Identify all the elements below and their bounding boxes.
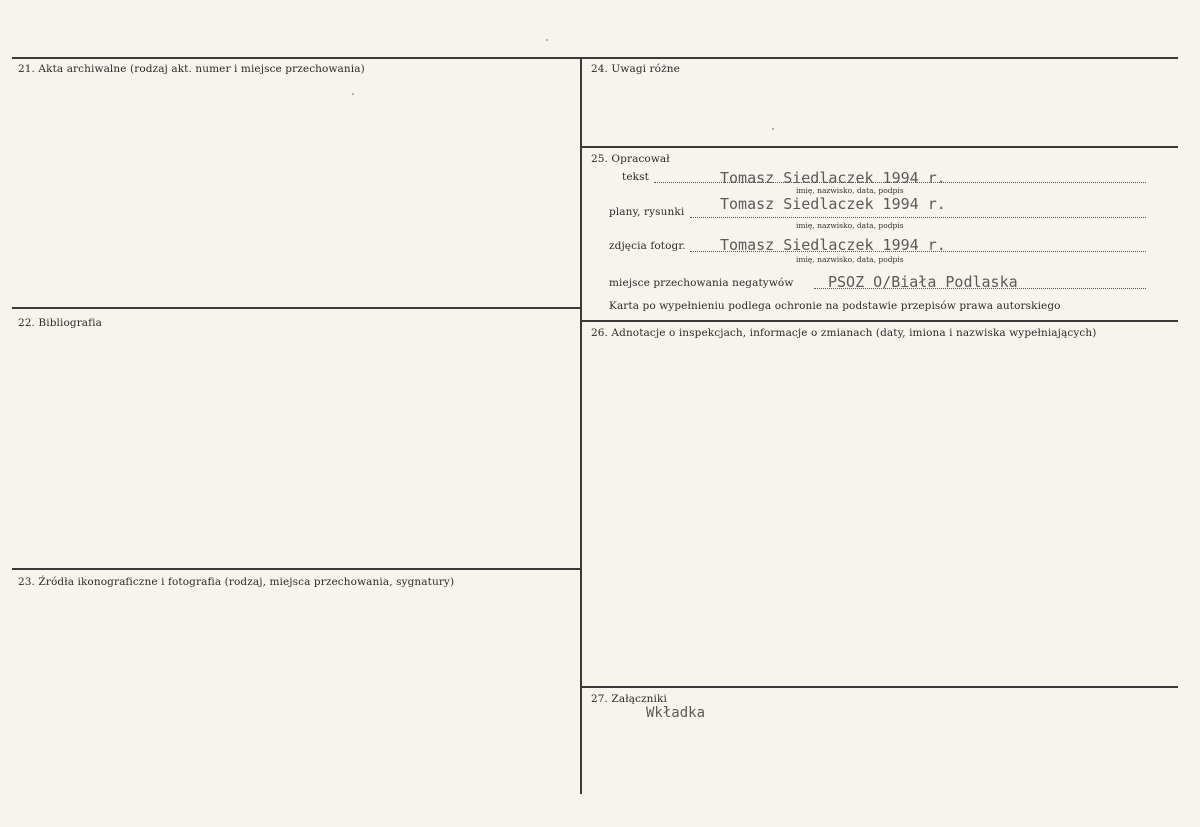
section-23-label: 23. Źródła ikonograficzne i fotografia (rodzaj, miejsca przechowania, sygnatury): [18, 576, 455, 588]
rule-26-27: [581, 686, 1178, 688]
section-27-label: 27. Załączniki: [591, 693, 667, 705]
paper-speck: [352, 93, 354, 95]
negatives-label: miejsce przechowania negatywów: [609, 277, 794, 289]
row-plany-caption: imię, nazwisko, data, podpis: [796, 221, 904, 230]
top-rule: [12, 57, 1178, 59]
row-zdjecia-caption: imię, nazwisko, data, podpis: [796, 255, 904, 264]
paper-speck: [546, 39, 548, 41]
row-zdjecia-label: zdjęcia fotogr.: [609, 240, 686, 252]
section-26-label: 26. Adnotacje o inspekcjach, informacje o zmianach (daty, imiona i nazwiska wypełniających): [591, 327, 1097, 339]
row-zdjecia-value: Tomasz Siedlaczek 1994 r.: [720, 236, 946, 254]
rule-22-23: [12, 568, 581, 570]
section-24-label: 24. Uwagi różne: [591, 63, 680, 75]
section-25-label: 25. Opracował: [591, 153, 670, 165]
row-plany-line: [690, 217, 1146, 218]
rule-24-25: [581, 146, 1178, 148]
row-tekst-value: Tomasz Siedlaczek 1994 r.: [720, 169, 946, 187]
section-22-label: 22. Bibliografia: [18, 317, 102, 329]
row-tekst-label: tekst: [622, 171, 649, 183]
row-plany-label: plany, rysunki: [609, 206, 685, 218]
section-21-label: 21. Akta archiwalne (rodzaj akt. numer i miejsce przechowania): [18, 63, 365, 75]
rule-21-22: [12, 307, 581, 309]
attachment-value: Wkładka: [646, 705, 706, 721]
copyright-note: Karta po wypełnieniu podlega ochronie na podstawie przepisów prawa autorskiego: [609, 300, 1061, 312]
row-plany-value: Tomasz Siedlaczek 1994 r.: [720, 195, 946, 213]
negatives-value: PSOZ O/Biała Podlaska: [828, 273, 1018, 291]
center-divider: [580, 57, 582, 794]
paper-speck: [772, 128, 774, 130]
row-tekst-caption: imię, nazwisko, data, podpis: [796, 186, 904, 195]
rule-25-26: [581, 320, 1178, 322]
